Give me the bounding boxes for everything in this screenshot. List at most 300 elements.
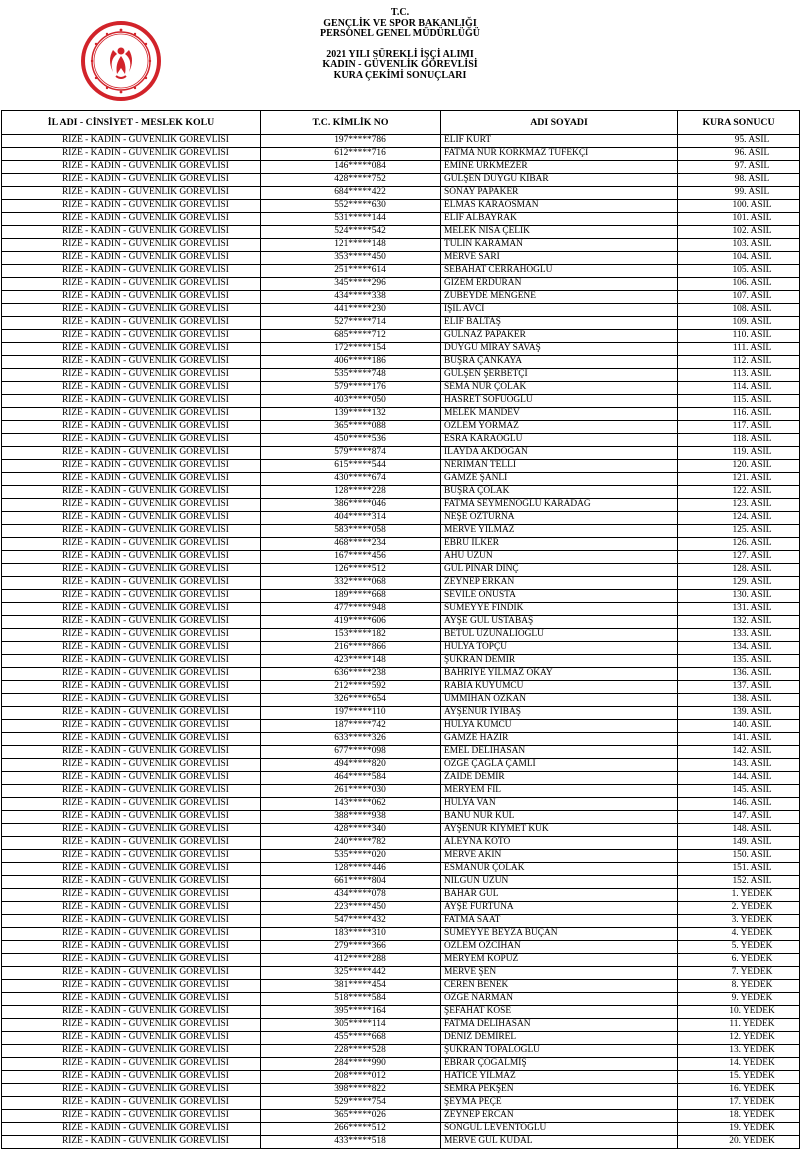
column-header-name: ADI SOYADI: [441, 111, 678, 135]
table-row: [2, 967, 800, 980]
cell-unit: RİZE - KADIN - GÜVENLİK GÖREVLİSİ: [2, 161, 261, 174]
header-ministry: GENÇLİK VE SPOR BAKANLIĞI: [323, 17, 477, 29]
cell-id: 325*****442: [261, 967, 441, 980]
cell-result: 18. YEDEK: [678, 1110, 800, 1123]
cell-unit: RİZE - KADIN - GÜVENLİK GÖREVLİSİ: [2, 746, 261, 759]
table-row: [2, 213, 800, 226]
cell-result: 149. ASİL: [678, 837, 800, 850]
table-row: [2, 915, 800, 928]
cell-id: 365*****088: [261, 421, 441, 434]
cell-unit: RİZE - KADIN - GÜVENLİK GÖREVLİSİ: [2, 681, 261, 694]
table-row: [2, 941, 800, 954]
cell-result: 145. ASİL: [678, 785, 800, 798]
cell-id: 216*****866: [261, 642, 441, 655]
cell-unit: RİZE - KADIN - GÜVENLİK GÖREVLİSİ: [2, 655, 261, 668]
cell-name: NİLGÜN UZUN: [441, 876, 678, 889]
cell-id: 477*****948: [261, 603, 441, 616]
cell-name: ESMANUR ÇOLAK: [441, 863, 678, 876]
table-row: [2, 824, 800, 837]
cell-result: 15. YEDEK: [678, 1071, 800, 1084]
cell-result: 4. YEDEK: [678, 928, 800, 941]
cell-id: 535*****020: [261, 850, 441, 863]
header-directorate: PERSONEL GENEL MÜDÜRLÜĞÜ: [319, 28, 481, 39]
cell-name: ŞÜKRAN DEMİR: [441, 655, 678, 668]
results-table: [1, 110, 800, 1149]
header-position: KADIN - GÜVENLİK GÖREVLİSİ: [322, 59, 478, 70]
cell-name: ELİF KURT: [441, 135, 678, 148]
header-recruitment: 2021 YILI SÜREKLİ İŞÇİ ALIMI: [326, 48, 474, 60]
cell-name: HÜLYA TOPÇU: [441, 642, 678, 655]
cell-name: AHU UZUN: [441, 551, 678, 564]
cell-result: 16. YEDEK: [678, 1084, 800, 1097]
table-row: [2, 629, 800, 642]
cell-result: 102. ASİL: [678, 226, 800, 239]
cell-result: 107. ASİL: [678, 291, 800, 304]
cell-result: 13. YEDEK: [678, 1045, 800, 1058]
table-row: [2, 252, 800, 265]
cell-id: 128*****228: [261, 486, 441, 499]
cell-id: 428*****752: [261, 174, 441, 187]
cell-unit: RİZE - KADIN - GÜVENLİK GÖREVLİSİ: [2, 148, 261, 161]
cell-unit: RİZE - KADIN - GÜVENLİK GÖREVLİSİ: [2, 590, 261, 603]
cell-result: 106. ASİL: [678, 278, 800, 291]
cell-result: 8. YEDEK: [678, 980, 800, 993]
cell-id: 450*****536: [261, 434, 441, 447]
cell-name: BÜŞRA ÇOLAK: [441, 486, 678, 499]
cell-result: 146. ASİL: [678, 798, 800, 811]
cell-id: 428*****340: [261, 824, 441, 837]
table-row: [2, 655, 800, 668]
cell-id: 615*****544: [261, 460, 441, 473]
cell-id: 326*****654: [261, 694, 441, 707]
cell-unit: RİZE - KADIN - GÜVENLİK GÖREVLİSİ: [2, 785, 261, 798]
cell-id: 404*****314: [261, 512, 441, 525]
cell-id: 494*****820: [261, 759, 441, 772]
table-row: [2, 135, 800, 148]
cell-unit: RİZE - KADIN - GÜVENLİK GÖREVLİSİ: [2, 278, 261, 291]
cell-name: CEREN BENEK: [441, 980, 678, 993]
cell-name: RABİA KUYUMCU: [441, 681, 678, 694]
cell-name: ÖZGE NARMAN: [441, 993, 678, 1006]
cell-id: 279*****366: [261, 941, 441, 954]
cell-name: ESRA KARAOĞLU: [441, 434, 678, 447]
table-row: [2, 993, 800, 1006]
cell-id: 240*****782: [261, 837, 441, 850]
cell-unit: RİZE - KADIN - GÜVENLİK GÖREVLİSİ: [2, 499, 261, 512]
cell-result: 114. ASİL: [678, 382, 800, 395]
cell-result: 123. ASİL: [678, 499, 800, 512]
table-row: [2, 954, 800, 967]
cell-name: MELEK NİSA ÇELİK: [441, 226, 678, 239]
cell-result: 140. ASİL: [678, 720, 800, 733]
table-row: [2, 1110, 800, 1123]
table-row: [2, 239, 800, 252]
cell-unit: RİZE - KADIN - GÜVENLİK GÖREVLİSİ: [2, 525, 261, 538]
cell-name: GİZEM ERDURAN: [441, 278, 678, 291]
cell-id: 284*****990: [261, 1058, 441, 1071]
cell-name: SEMA NUR ÇOLAK: [441, 382, 678, 395]
cell-name: GÜL PINAR DİNÇ: [441, 564, 678, 577]
cell-unit: RİZE - KADIN - GÜVENLİK GÖREVLİSİ: [2, 603, 261, 616]
cell-unit: RİZE - KADIN - GÜVENLİK GÖREVLİSİ: [2, 447, 261, 460]
cell-unit: RİZE - KADIN - GÜVENLİK GÖREVLİSİ: [2, 850, 261, 863]
cell-result: 7. YEDEK: [678, 967, 800, 980]
cell-unit: RİZE - KADIN - GÜVENLİK GÖREVLİSİ: [2, 213, 261, 226]
cell-result: 132. ASİL: [678, 616, 800, 629]
cell-id: 332*****068: [261, 577, 441, 590]
cell-id: 172*****154: [261, 343, 441, 356]
cell-unit: RİZE - KADIN - GÜVENLİK GÖREVLİSİ: [2, 135, 261, 148]
table-row: [2, 681, 800, 694]
cell-unit: RİZE - KADIN - GÜVENLİK GÖREVLİSİ: [2, 486, 261, 499]
cell-name: GÜLNAZ PAPAKER: [441, 330, 678, 343]
cell-id: 434*****078: [261, 889, 441, 902]
cell-id: 208*****012: [261, 1071, 441, 1084]
cell-name: BAHAR GÜL: [441, 889, 678, 902]
cell-unit: RİZE - KADIN - GÜVENLİK GÖREVLİSİ: [2, 239, 261, 252]
cell-result: 105. ASİL: [678, 265, 800, 278]
cell-result: 113. ASİL: [678, 369, 800, 382]
cell-name: İLAYDA AKDOĞAN: [441, 447, 678, 460]
table-row: [2, 1136, 800, 1149]
cell-unit: RİZE - KADIN - GÜVENLİK GÖREVLİSİ: [2, 733, 261, 746]
cell-id: 579*****874: [261, 447, 441, 460]
table-row: [2, 1032, 800, 1045]
document-header: [0, 0, 800, 81]
cell-result: 11. YEDEK: [678, 1019, 800, 1032]
cell-name: ZEYNEP ERCAN: [441, 1110, 678, 1123]
table-row: [2, 772, 800, 785]
cell-unit: RİZE - KADIN - GÜVENLİK GÖREVLİSİ: [2, 889, 261, 902]
cell-result: 103. ASİL: [678, 239, 800, 252]
cell-result: 137. ASİL: [678, 681, 800, 694]
cell-name: AYŞE GÜL USTABAŞ: [441, 616, 678, 629]
header-tc: T.C.: [390, 7, 410, 18]
cell-name: GÜLŞEN DUYGU KİBAR: [441, 174, 678, 187]
cell-name: NERİMAN TELLİ: [441, 460, 678, 473]
cell-unit: RİZE - KADIN - GÜVENLİK GÖREVLİSİ: [2, 1097, 261, 1110]
table-row: [2, 499, 800, 512]
table-row: [2, 980, 800, 993]
table-row: [2, 1019, 800, 1032]
table-row: [2, 265, 800, 278]
cell-name: SÜMEYYE BEYZA BUÇAN: [441, 928, 678, 941]
cell-unit: RİZE - KADIN - GÜVENLİK GÖREVLİSİ: [2, 460, 261, 473]
table-row: [2, 304, 800, 317]
cell-unit: RİZE - KADIN - GÜVENLİK GÖREVLİSİ: [2, 811, 261, 824]
table-row: [2, 577, 800, 590]
cell-result: 1. YEDEK: [678, 889, 800, 902]
table-row: [2, 1123, 800, 1136]
table-row: [2, 863, 800, 876]
cell-name: ÖZGE ÇAĞLA ÇAMLI: [441, 759, 678, 772]
cell-unit: RİZE - KADIN - GÜVENLİK GÖREVLİSİ: [2, 577, 261, 590]
cell-name: MERYEM KOPUZ: [441, 954, 678, 967]
table-row: [2, 1097, 800, 1110]
cell-name: SEMRA PEKŞEN: [441, 1084, 678, 1097]
cell-id: 146*****084: [261, 161, 441, 174]
table-row: [2, 1071, 800, 1084]
cell-result: 148. ASİL: [678, 824, 800, 837]
cell-result: 119. ASİL: [678, 447, 800, 460]
cell-name: ELMAS KARAOSMAN: [441, 200, 678, 213]
cell-unit: RİZE - KADIN - GÜVENLİK GÖREVLİSİ: [2, 629, 261, 642]
cell-name: ŞEFAHAT KÖSE: [441, 1006, 678, 1019]
cell-result: 20. YEDEK: [678, 1136, 800, 1149]
cell-result: 134. ASİL: [678, 642, 800, 655]
table-row: [2, 603, 800, 616]
cell-name: NEŞE ÖZTURNA: [441, 512, 678, 525]
cell-result: 130. ASİL: [678, 590, 800, 603]
cell-result: 17. YEDEK: [678, 1097, 800, 1110]
cell-name: BÜŞRA ÇANKAYA: [441, 356, 678, 369]
cell-id: 633*****326: [261, 733, 441, 746]
cell-id: 261*****030: [261, 785, 441, 798]
table-row: [2, 447, 800, 460]
cell-id: 183*****310: [261, 928, 441, 941]
table-row: [2, 187, 800, 200]
table-row: [2, 174, 800, 187]
cell-unit: RİZE - KADIN - GÜVENLİK GÖREVLİSİ: [2, 694, 261, 707]
cell-name: MERYEM FİL: [441, 785, 678, 798]
cell-unit: RİZE - KADIN - GÜVENLİK GÖREVLİSİ: [2, 1045, 261, 1058]
table-row: [2, 759, 800, 772]
cell-name: ELİF ALBAYRAK: [441, 213, 678, 226]
cell-name: TÜLİN KARAMAN: [441, 239, 678, 252]
cell-unit: RİZE - KADIN - GÜVENLİK GÖREVLİSİ: [2, 1084, 261, 1097]
cell-name: ÜMMİHAN ÖZKAN: [441, 694, 678, 707]
cell-unit: RİZE - KADIN - GÜVENLİK GÖREVLİSİ: [2, 395, 261, 408]
cell-name: GÜLŞEN ŞERBETÇİ: [441, 369, 678, 382]
cell-result: 117. ASİL: [678, 421, 800, 434]
cell-result: 142. ASİL: [678, 746, 800, 759]
cell-unit: RİZE - KADIN - GÜVENLİK GÖREVLİSİ: [2, 707, 261, 720]
column-header-result: KURA SONUCU: [678, 111, 800, 135]
table-row: [2, 278, 800, 291]
cell-name: GAMZE ŞANLI: [441, 473, 678, 486]
cell-name: SONGÜL LEVENTOĞLU: [441, 1123, 678, 1136]
cell-unit: RİZE - KADIN - GÜVENLİK GÖREVLİSİ: [2, 538, 261, 551]
cell-name: EBRAR ÇOĞALMIŞ: [441, 1058, 678, 1071]
cell-result: 111. ASİL: [678, 343, 800, 356]
cell-result: 147. ASİL: [678, 811, 800, 824]
cell-result: 100. ASİL: [678, 200, 800, 213]
cell-id: 126*****512: [261, 564, 441, 577]
cell-result: 97. ASİL: [678, 161, 800, 174]
cell-unit: RİZE - KADIN - GÜVENLİK GÖREVLİSİ: [2, 837, 261, 850]
cell-unit: RİZE - KADIN - GÜVENLİK GÖREVLİSİ: [2, 1006, 261, 1019]
cell-unit: RİZE - KADIN - GÜVENLİK GÖREVLİSİ: [2, 915, 261, 928]
table-row: [2, 811, 800, 824]
cell-result: 104. ASİL: [678, 252, 800, 265]
cell-name: EMİNE ÜRKMEZER: [441, 161, 678, 174]
table-row: [2, 148, 800, 161]
table-row: [2, 434, 800, 447]
cell-result: 10. YEDEK: [678, 1006, 800, 1019]
cell-id: 395*****164: [261, 1006, 441, 1019]
cell-unit: RİZE - KADIN - GÜVENLİK GÖREVLİSİ: [2, 356, 261, 369]
table-row: [2, 642, 800, 655]
table-row: [2, 395, 800, 408]
cell-unit: RİZE - KADIN - GÜVENLİK GÖREVLİSİ: [2, 993, 261, 1006]
cell-id: 121*****148: [261, 239, 441, 252]
cell-result: 129. ASİL: [678, 577, 800, 590]
cell-name: EBRU İLKER: [441, 538, 678, 551]
table-row: [2, 343, 800, 356]
cell-result: 6. YEDEK: [678, 954, 800, 967]
cell-name: ÖZLEM ÖZCİHAN: [441, 941, 678, 954]
cell-unit: RİZE - KADIN - GÜVENLİK GÖREVLİSİ: [2, 304, 261, 317]
cell-unit: RİZE - KADIN - GÜVENLİK GÖREVLİSİ: [2, 226, 261, 239]
cell-result: 108. ASİL: [678, 304, 800, 317]
cell-result: 135. ASİL: [678, 655, 800, 668]
table-row: [2, 369, 800, 382]
cell-unit: RİZE - KADIN - GÜVENLİK GÖREVLİSİ: [2, 564, 261, 577]
cell-unit: RİZE - KADIN - GÜVENLİK GÖREVLİSİ: [2, 369, 261, 382]
cell-id: 661*****804: [261, 876, 441, 889]
table-row: [2, 590, 800, 603]
cell-result: 96. ASİL: [678, 148, 800, 161]
cell-id: 251*****614: [261, 265, 441, 278]
cell-name: ZÜBEYDE MENGENE: [441, 291, 678, 304]
cell-unit: RİZE - KADIN - GÜVENLİK GÖREVLİSİ: [2, 512, 261, 525]
table-row: [2, 200, 800, 213]
cell-result: 124. ASİL: [678, 512, 800, 525]
cell-id: 228*****528: [261, 1045, 441, 1058]
cell-name: HATİCE YILMAZ: [441, 1071, 678, 1084]
column-header-id: T.C. KİMLİK NO: [261, 111, 441, 135]
header-title: KURA ÇEKİMİ SONUÇLARI: [333, 69, 467, 81]
table-body: [2, 135, 800, 1149]
cell-result: 12. YEDEK: [678, 1032, 800, 1045]
table-row: [2, 408, 800, 421]
cell-result: 19. YEDEK: [678, 1123, 800, 1136]
cell-id: 167*****456: [261, 551, 441, 564]
cell-id: 524*****542: [261, 226, 441, 239]
cell-name: MERVE ŞEN: [441, 967, 678, 980]
table-row: [2, 733, 800, 746]
table-row: [2, 226, 800, 239]
cell-result: 122. ASİL: [678, 486, 800, 499]
cell-result: 14. YEDEK: [678, 1058, 800, 1071]
cell-result: 138. ASİL: [678, 694, 800, 707]
cell-unit: RİZE - KADIN - GÜVENLİK GÖREVLİSİ: [2, 772, 261, 785]
cell-id: 527*****714: [261, 317, 441, 330]
cell-unit: RİZE - KADIN - GÜVENLİK GÖREVLİSİ: [2, 1058, 261, 1071]
cell-result: 112. ASİL: [678, 356, 800, 369]
column-header-unit: İL ADI - CİNSİYET - MESLEK KOLU: [2, 111, 261, 135]
cell-result: 118. ASİL: [678, 434, 800, 447]
cell-unit: RİZE - KADIN - GÜVENLİK GÖREVLİSİ: [2, 1123, 261, 1136]
cell-result: 3. YEDEK: [678, 915, 800, 928]
cell-id: 212*****592: [261, 681, 441, 694]
cell-unit: RİZE - KADIN - GÜVENLİK GÖREVLİSİ: [2, 382, 261, 395]
cell-id: 197*****786: [261, 135, 441, 148]
cell-id: 266*****512: [261, 1123, 441, 1136]
cell-result: 144. ASİL: [678, 772, 800, 785]
cell-id: 535*****748: [261, 369, 441, 382]
cell-name: ELİF BALTAŞ: [441, 317, 678, 330]
cell-result: 110. ASİL: [678, 330, 800, 343]
cell-name: FATMA SEYMENOĞLU KARADAĞ: [441, 499, 678, 512]
cell-id: 583*****058: [261, 525, 441, 538]
cell-id: 412*****288: [261, 954, 441, 967]
cell-result: 5. YEDEK: [678, 941, 800, 954]
table-row: [2, 161, 800, 174]
cell-name: GAMZE HAZIR: [441, 733, 678, 746]
cell-id: 677*****098: [261, 746, 441, 759]
cell-result: 125. ASİL: [678, 525, 800, 538]
cell-name: AYŞENUR KIYMET KUK: [441, 824, 678, 837]
cell-name: BANU NUR KUL: [441, 811, 678, 824]
cell-unit: RİZE - KADIN - GÜVENLİK GÖREVLİSİ: [2, 473, 261, 486]
cell-unit: RİZE - KADIN - GÜVENLİK GÖREVLİSİ: [2, 330, 261, 343]
cell-result: 151. ASİL: [678, 863, 800, 876]
table-row: [2, 512, 800, 525]
cell-name: FATMA SAAT: [441, 915, 678, 928]
cell-name: DENİZ DEMİREL: [441, 1032, 678, 1045]
cell-id: 365*****026: [261, 1110, 441, 1123]
cell-name: FATMA DELİHASAN: [441, 1019, 678, 1032]
table-row: [2, 538, 800, 551]
table-row: [2, 421, 800, 434]
cell-name: FATMA NUR KORKMAZ TÜFEKÇİ: [441, 148, 678, 161]
cell-name: IŞIL AVCI: [441, 304, 678, 317]
cell-unit: RİZE - KADIN - GÜVENLİK GÖREVLİSİ: [2, 876, 261, 889]
table-row: [2, 798, 800, 811]
cell-name: MERVE GÜL KUDAL: [441, 1136, 678, 1149]
cell-unit: RİZE - KADIN - GÜVENLİK GÖREVLİSİ: [2, 1136, 261, 1149]
cell-id: 189*****668: [261, 590, 441, 603]
cell-unit: RİZE - KADIN - GÜVENLİK GÖREVLİSİ: [2, 759, 261, 772]
table-row: [2, 564, 800, 577]
cell-result: 141. ASİL: [678, 733, 800, 746]
cell-id: 153*****182: [261, 629, 441, 642]
cell-unit: RİZE - KADIN - GÜVENLİK GÖREVLİSİ: [2, 421, 261, 434]
cell-id: 187*****742: [261, 720, 441, 733]
table-row: [2, 525, 800, 538]
table-row: [2, 291, 800, 304]
cell-unit: RİZE - KADIN - GÜVENLİK GÖREVLİSİ: [2, 291, 261, 304]
table-row: [2, 1006, 800, 1019]
cell-result: 139. ASİL: [678, 707, 800, 720]
cell-id: 684*****422: [261, 187, 441, 200]
cell-id: 579*****176: [261, 382, 441, 395]
cell-unit: RİZE - KADIN - GÜVENLİK GÖREVLİSİ: [2, 954, 261, 967]
table-row: [2, 668, 800, 681]
cell-result: 116. ASİL: [678, 408, 800, 421]
table-row: [2, 876, 800, 889]
table-row: [2, 928, 800, 941]
cell-id: 529*****754: [261, 1097, 441, 1110]
table-row: [2, 707, 800, 720]
cell-id: 518*****584: [261, 993, 441, 1006]
cell-id: 531*****144: [261, 213, 441, 226]
cell-result: 152. ASİL: [678, 876, 800, 889]
cell-unit: RİZE - KADIN - GÜVENLİK GÖREVLİSİ: [2, 317, 261, 330]
cell-name: MERVE YILMAZ: [441, 525, 678, 538]
cell-id: 434*****338: [261, 291, 441, 304]
cell-id: 143*****062: [261, 798, 441, 811]
cell-name: SEVİLE ÖNUSTA: [441, 590, 678, 603]
cell-unit: RİZE - KADIN - GÜVENLİK GÖREVLİSİ: [2, 1071, 261, 1084]
cell-id: 430*****674: [261, 473, 441, 486]
cell-id: 433*****518: [261, 1136, 441, 1149]
cell-unit: RİZE - KADIN - GÜVENLİK GÖREVLİSİ: [2, 200, 261, 213]
cell-name: SONAY PAPAKER: [441, 187, 678, 200]
cell-name: SÜMEYYE FINDIK: [441, 603, 678, 616]
cell-id: 139*****132: [261, 408, 441, 421]
